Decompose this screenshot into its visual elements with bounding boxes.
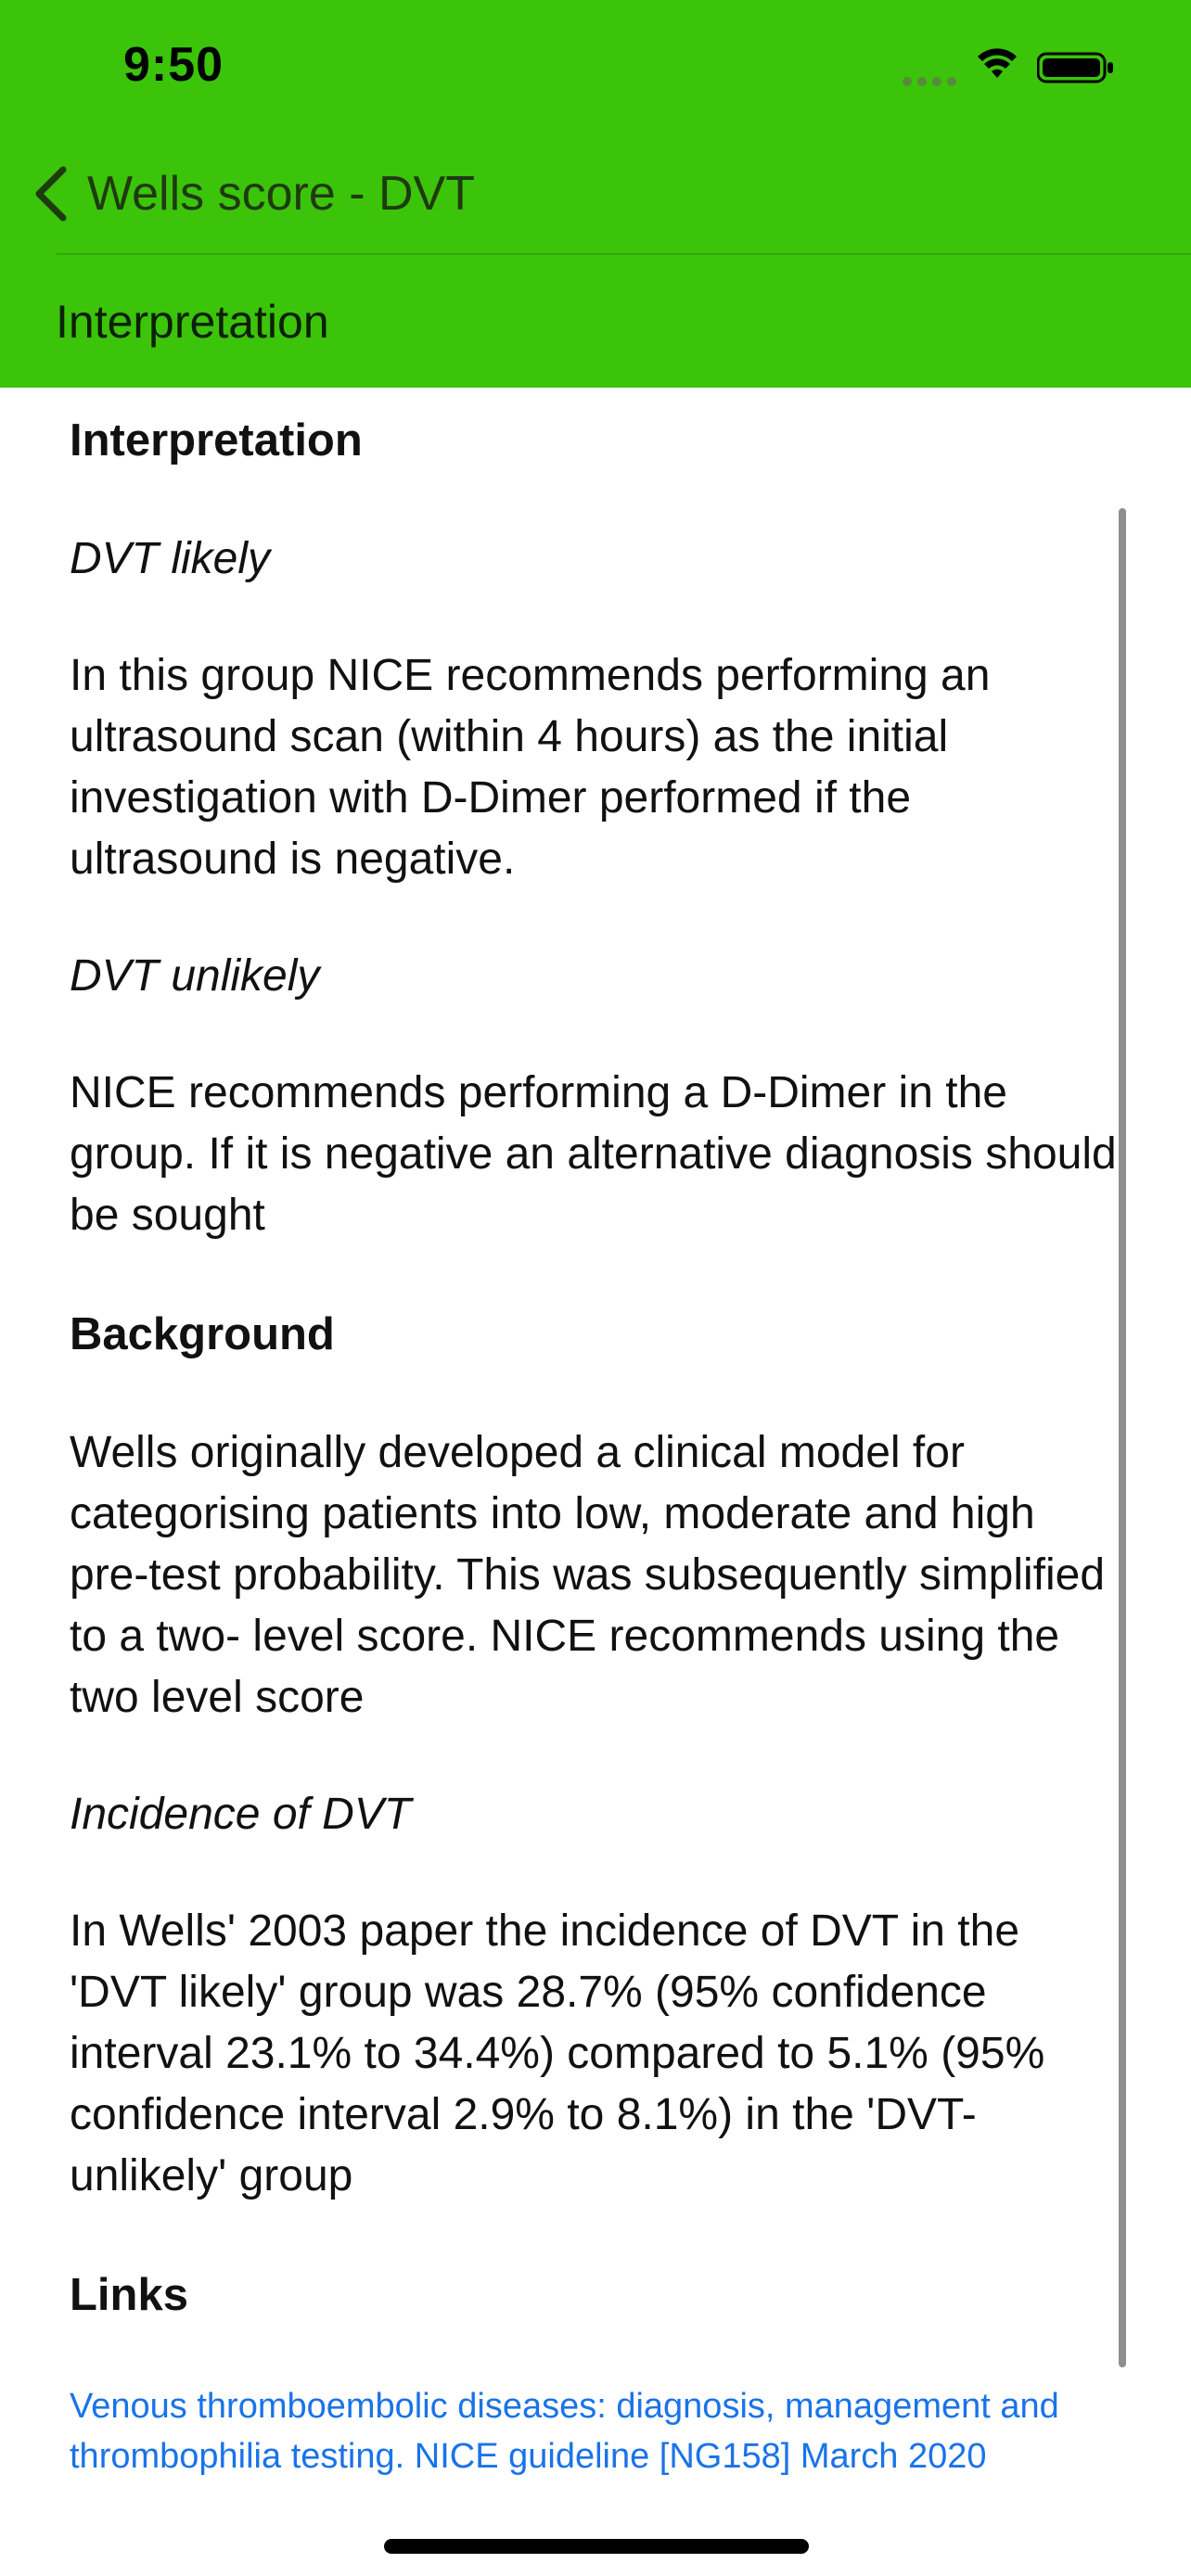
subheading-dvt-unlikely: DVT unlikely (70, 951, 320, 1001)
heading-interpretation: Interpretation (70, 415, 363, 465)
heading-background: Background (70, 1309, 335, 1359)
wifi-icon (977, 46, 1018, 82)
status-time: 9:50 (123, 38, 224, 92)
paragraph-incidence: In Wells' 2003 paper the incidence of DVT in the 'DVT likely' group was 28.7% (95% confidence interval 23.1% to 34.4%) compared to 5.1% (95% confidence interval 2.9% to 8.1%) in the 'DVT-unlikely' group (70, 1906, 1045, 2200)
chevron-left-icon (30, 164, 70, 223)
signal-icon (902, 76, 961, 87)
battery-icon (1037, 50, 1115, 85)
nav-title: Wells score - DVT (87, 167, 475, 221)
subheading-dvt-likely: DVT likely (70, 534, 271, 583)
paragraph-background: Wells originally developed a clinical model for categorising patients into low, moderate and high pre-test probability. This was subsequently simplified to a two- level score. NICE recommends using the two level score (70, 1428, 1106, 1722)
nice-guideline-link[interactable]: Venous thromboembolic diseases: diagnosis, management and thrombophilia testing. NICE guideline [NG158] March 2020 (70, 2387, 1059, 2476)
header-bar (0, 0, 1191, 388)
scrollbar[interactable] (1119, 508, 1126, 2367)
heading-links: Links (70, 2270, 188, 2320)
section-title: Interpretation (56, 296, 329, 348)
home-indicator[interactable] (384, 2539, 809, 2554)
subheading-incidence: Incidence of DVT (70, 1790, 412, 1839)
divider (56, 253, 1191, 255)
back-button[interactable] (30, 158, 475, 230)
paragraph-dvt-likely: In this group NICE recommends performing an ultrasound scan (within 4 hours) as the initial investigation with D-Dimer performed if the ultrasound is negative. (70, 651, 991, 884)
paragraph-dvt-unlikely: NICE recommends performing a D-Dimer in the group. If it is negative an alternative diagnosis should be sought (70, 1068, 1117, 1240)
content-scroll-area[interactable] (70, 408, 1118, 2481)
